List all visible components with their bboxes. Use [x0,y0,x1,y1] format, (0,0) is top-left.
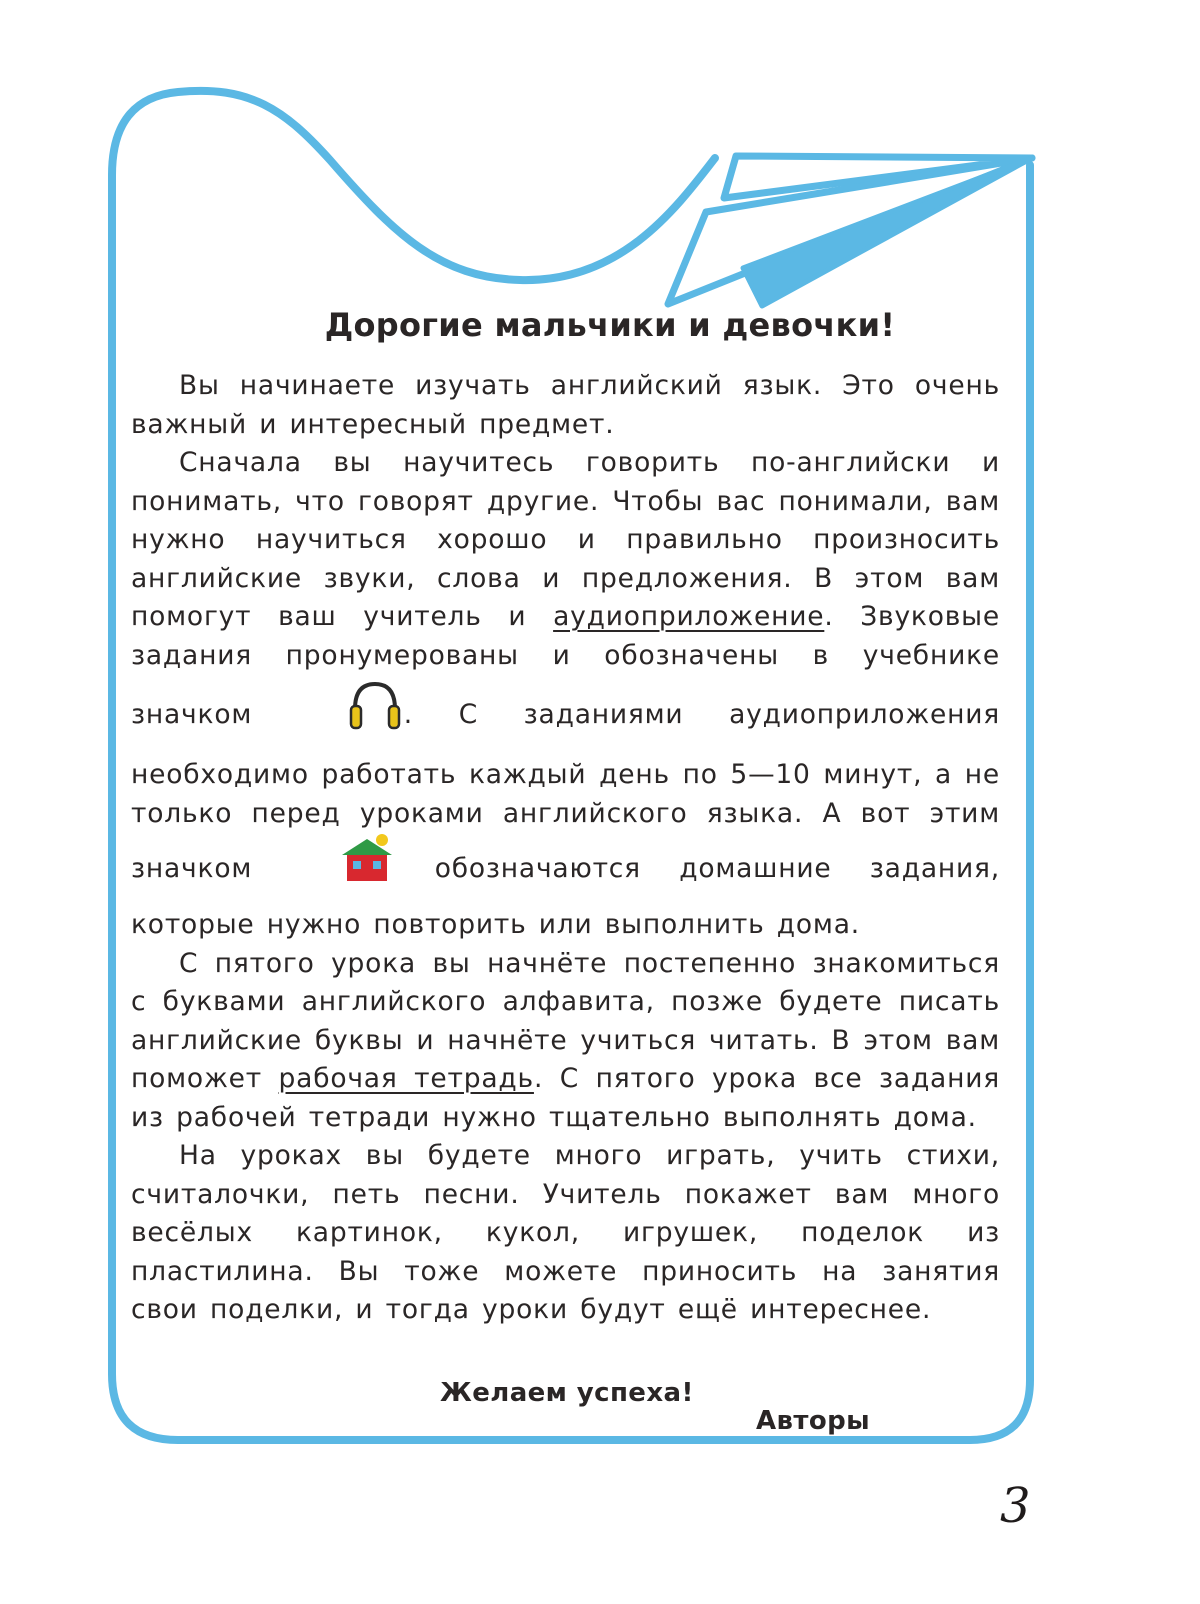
paragraph-workbook-text-1: С пятого урока вы начнёте постепенно знакомиться с буквами английского алфавита, позже будете писать английские буквы и начнёте учиться читать. В этом вам поможет [131,947,1000,1094]
headphones-icon [298,675,404,756]
signature: Авторы [756,1406,871,1436]
closing-wish: Желаем успеха! [440,1378,694,1408]
paragraph-audio-text-4: обозначаются домашние задания, которые нужно повторить или выполнить дома. [131,853,1000,940]
paragraph-workbook [131,945,1000,1138]
paragraph-audio-text-1: Сначала вы научитесь говорить по-английски и понимать, что говорят другие. Чтобы вас понимали, вам нужно научиться хорошо и правильно произносить английские звуки, слова и предложения. В этом вам помогут ваш учитель и [131,447,1000,632]
audio-app-link[interactable]: аудиоприложение [553,601,825,632]
letter-body [131,367,1000,1330]
paragraph-audio-text-2: . Звуковые задания пронумерованы и обозначены в учебнике значком [131,601,1000,730]
page-number: 3 [1000,1478,1031,1534]
house-icon [290,833,396,906]
paragraph-lessons: На уроках вы будете много играть, учить стихи, считалочки, петь песни. Учитель покажет вам много весёлых картинок, кукол, игрушек, поделок из пластилина. Вы тоже можете приносить на занятия свои поделки, и тогда уроки будут ещё интереснее. [131,1140,1000,1325]
page-title: Дорогие мальчики и девочки! [324,306,896,344]
paragraph-audio-text-3: . С заданиями аудиоприложения необходимо работать каждый день по 5—10 минут, а не только перед уроками английского языка. А вот этим значком [131,699,1000,884]
paragraph-workbook-text-2: . С пятого урока все задания из рабочей тетради нужно тщательно выполнять дома. [131,1063,1000,1133]
paragraph-audio [131,444,1000,945]
workbook-link[interactable]: рабочая тетрадь [278,1063,534,1094]
paragraph-intro: Вы начинаете изучать английский язык. Это очень важный и интересный предмет. [131,370,1000,440]
paper-plane-icon [668,156,1032,306]
